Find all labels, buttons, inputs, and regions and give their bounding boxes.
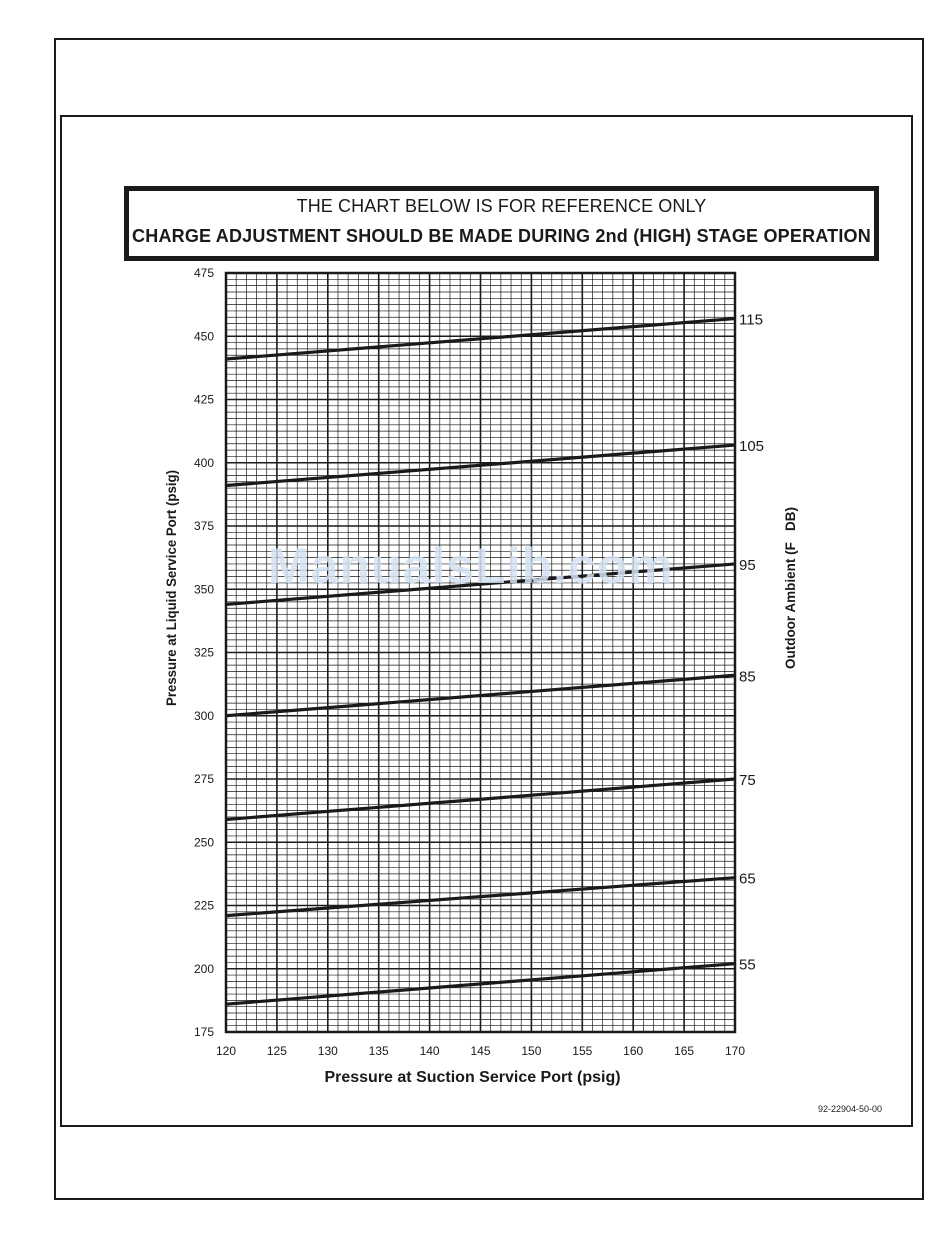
x-tick-label: 145 xyxy=(470,1044,491,1058)
series-label-85: 85 xyxy=(739,668,756,686)
y-tick-label: 200 xyxy=(193,961,214,976)
x-tick-label: 155 xyxy=(572,1044,593,1058)
y-tick-label: 350 xyxy=(193,582,214,597)
series-label-115: 115 xyxy=(739,311,763,329)
x-tick-label: 125 xyxy=(266,1044,287,1058)
y-tick-label: 300 xyxy=(193,708,214,723)
series-label-105: 105 xyxy=(739,438,765,456)
x-tick-label: 150 xyxy=(521,1044,542,1058)
series-label-95: 95 xyxy=(739,556,756,574)
notice-reference-only: THE CHART BELOW IS FOR REFERENCE ONLY xyxy=(296,196,707,216)
right-axis-title: Outdoor Ambient (F DB) xyxy=(782,500,798,669)
x-tick-label: 120 xyxy=(215,1044,237,1058)
watermark: ManualsLib.com xyxy=(268,538,674,594)
series-label-55: 55 xyxy=(739,956,756,974)
x-tick-label: 160 xyxy=(623,1044,644,1058)
series-labels xyxy=(739,312,764,974)
series-label-65: 65 xyxy=(739,870,756,888)
x-tick-label: 165 xyxy=(674,1044,695,1058)
y-tick-label: 250 xyxy=(193,835,214,850)
y-tick-label: 375 xyxy=(193,519,214,533)
y-tick-label: 400 xyxy=(193,455,214,470)
y-axis-title: Pressure at Liquid Service Port (psig) xyxy=(163,456,179,706)
y-tick-labels xyxy=(194,266,214,1039)
x-tick-labels xyxy=(216,1044,745,1058)
series-label-75: 75 xyxy=(739,772,756,789)
x-tick-label: 135 xyxy=(368,1044,389,1058)
x-tick-label: 170 xyxy=(724,1044,746,1058)
y-tick-label: 325 xyxy=(193,645,214,660)
chart-grid xyxy=(226,273,735,1032)
y-tick-label: 275 xyxy=(193,772,214,786)
y-tick-label: 175 xyxy=(193,1025,214,1039)
x-tick-label: 140 xyxy=(419,1044,440,1058)
x-tick-label: 130 xyxy=(317,1044,338,1058)
y-tick-label: 225 xyxy=(193,898,214,913)
x-axis-title: Pressure at Suction Service Port (psig) xyxy=(324,1069,621,1086)
notice-charge-adjustment: CHARGE ADJUSTMENT SHOULD BE MADE DURING 2nd (HIGH) STAGE OPERATION xyxy=(132,226,871,246)
document-number: 92-22904-50-00 xyxy=(817,1104,882,1114)
y-tick-label: 425 xyxy=(193,392,214,407)
y-tick-label: 450 xyxy=(193,329,214,344)
y-tick-label: 475 xyxy=(193,266,214,280)
